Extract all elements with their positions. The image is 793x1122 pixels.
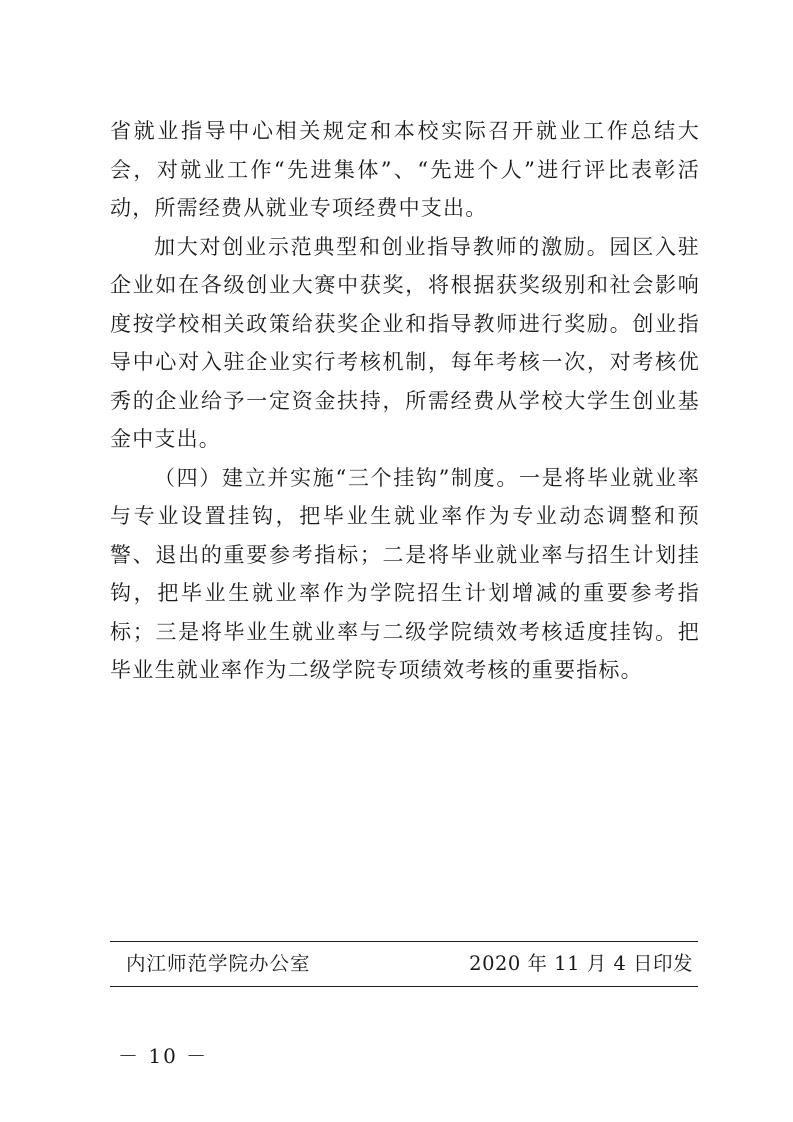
- footer-issuer: 内江师范学院办公室: [126, 952, 311, 975]
- document-body: [110, 112, 700, 690]
- footer-bottom-rule: [110, 986, 698, 987]
- footer-issue-date: 2020 年 11 月 4 日印发: [469, 952, 693, 975]
- paragraph-three-links-system: （四）建立并实施“三个挂钩”制度。一是将毕业就业率与专业设置挂钩，把毕业生就业率作为专业动态调整和预警、退出的重要参考指标；二是将毕业就业率与招生计划挂钩，把毕业生就业率作为学院招生计划增减的重要参考指标；三是将毕业生就业率与二级学院绩效考核适度挂钩。把毕业生就业率作为二级学院专项绩效考核的重要指标。: [110, 465, 700, 682]
- page-number: － 10 －: [118, 1044, 209, 1068]
- paragraph-entrepreneurship-incentive: 加大对创业示范典型和创业指导教师的激励。园区入驻企业如在各级创业大赛中获奖，将根据获奖级别和社会影响度按学校相关政策给获奖企业和指导教师进行奖励。创业指导中心对入驻企业实行考核机制，每年考核一次，对考核优秀的企业给予一定资金扶持，所需经费从学校大学生创业基金中支出。: [110, 234, 700, 451]
- paragraph-continuation: 省就业指导中心相关规定和本校实际召开就业工作总结大会，对就业工作“先进集体”、“先进个人”进行评比表彰活动，所需经费从就业专项经费中支出。: [110, 119, 700, 220]
- footer-top-rule: [110, 941, 698, 942]
